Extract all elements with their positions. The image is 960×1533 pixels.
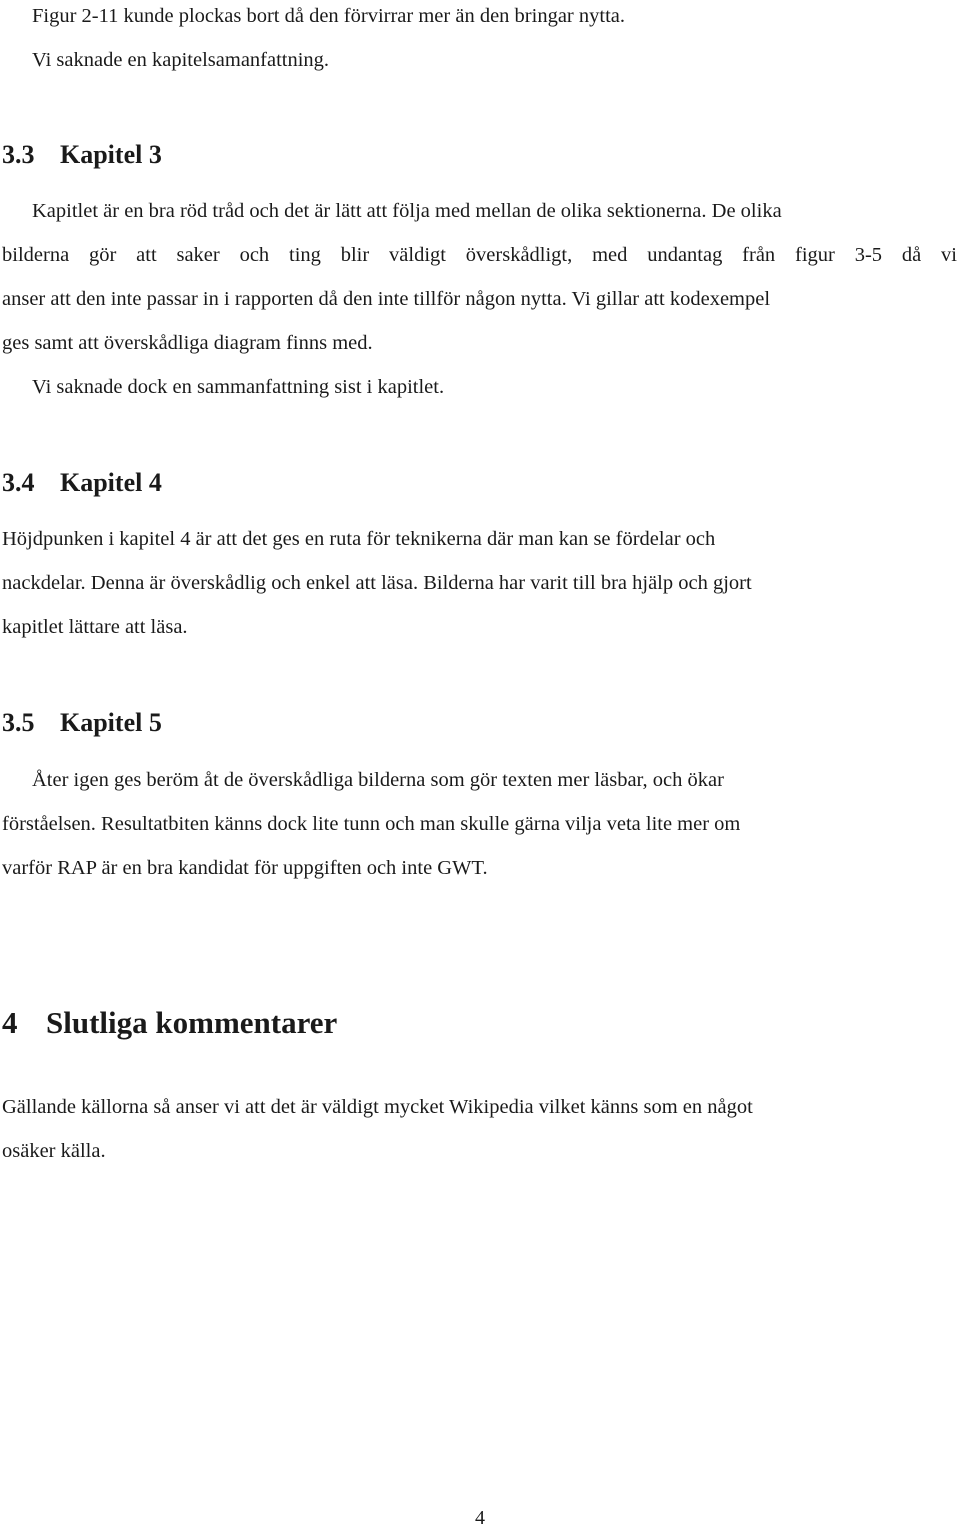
page-number: 4 <box>475 1507 485 1529</box>
paragraph-line: förståelsen. Resultatbiten känns dock lite tunn och man skulle gärna vilja veta lite mer om <box>2 813 741 835</box>
paragraph-line: kapitlet lättare att läsa. <box>2 616 188 638</box>
paragraph-line: Kapitlet är en bra röd tråd och det är lätt att följa med mellan de olika sektionerna. De olika <box>32 200 782 222</box>
intro-paragraph <box>2 0 957 82</box>
section-title: Kapitel 4 <box>60 468 162 497</box>
intro-line-2: Vi saknade en kapitelsamanfattning. <box>32 49 330 71</box>
paragraph-line: varför RAP är en bra kandidat för uppgiften och inte GWT. <box>2 857 488 879</box>
paragraph-line: Gällande källorna så anser vi att det är väldigt mycket Wikipedia vilket känns som en något <box>2 1096 753 1118</box>
paragraph-line: Åter igen ges beröm åt de överskådliga bilderna som gör texten mer läsbar, och ökar <box>32 769 724 791</box>
section-number: 3.4 <box>2 468 35 497</box>
section-number: 3.3 <box>2 140 35 169</box>
paragraph-line: bilderna gör att saker och ting blir väldigt överskådligt, med undantag från figur 3-5 då vi <box>2 244 957 266</box>
intro-line-1: Figur 2-11 kunde plockas bort då den förvirrar mer än den bringar nytta. <box>32 5 625 27</box>
section-number: 4 <box>2 1005 18 1040</box>
section-3-3-heading <box>2 138 162 172</box>
section-title: Slutliga kommentarer <box>46 1005 338 1040</box>
paragraph-line: ges samt att överskådliga diagram finns med. <box>2 332 373 354</box>
paragraph-line: osäker källa. <box>2 1140 106 1162</box>
section-4-paragraph <box>2 1085 957 1173</box>
section-3-4-paragraph <box>2 517 957 649</box>
section-number: 3.5 <box>2 708 35 737</box>
section-title: Kapitel 3 <box>60 140 162 169</box>
paragraph-line: nackdelar. Denna är överskådlig och enkel att läsa. Bilderna har varit till bra hjälp och gjort <box>2 572 752 594</box>
section-title: Kapitel 5 <box>60 708 162 737</box>
section-3-5-paragraph <box>2 758 957 890</box>
paragraph-line: anser att den inte passar in i rapporten då den inte tillför någon nytta. Vi gillar att kodexempel <box>2 288 771 310</box>
section-3-3-paragraph <box>2 189 957 409</box>
section-4-heading <box>2 1003 337 1043</box>
section-3-5-heading <box>2 706 162 740</box>
paragraph-line: Vi saknade dock en sammanfattning sist i kapitlet. <box>32 376 445 398</box>
section-3-4-heading <box>2 466 162 500</box>
paragraph-line: Höjdpunken i kapitel 4 är att det ges en ruta för teknikerna där man kan se fördelar och <box>2 528 716 550</box>
